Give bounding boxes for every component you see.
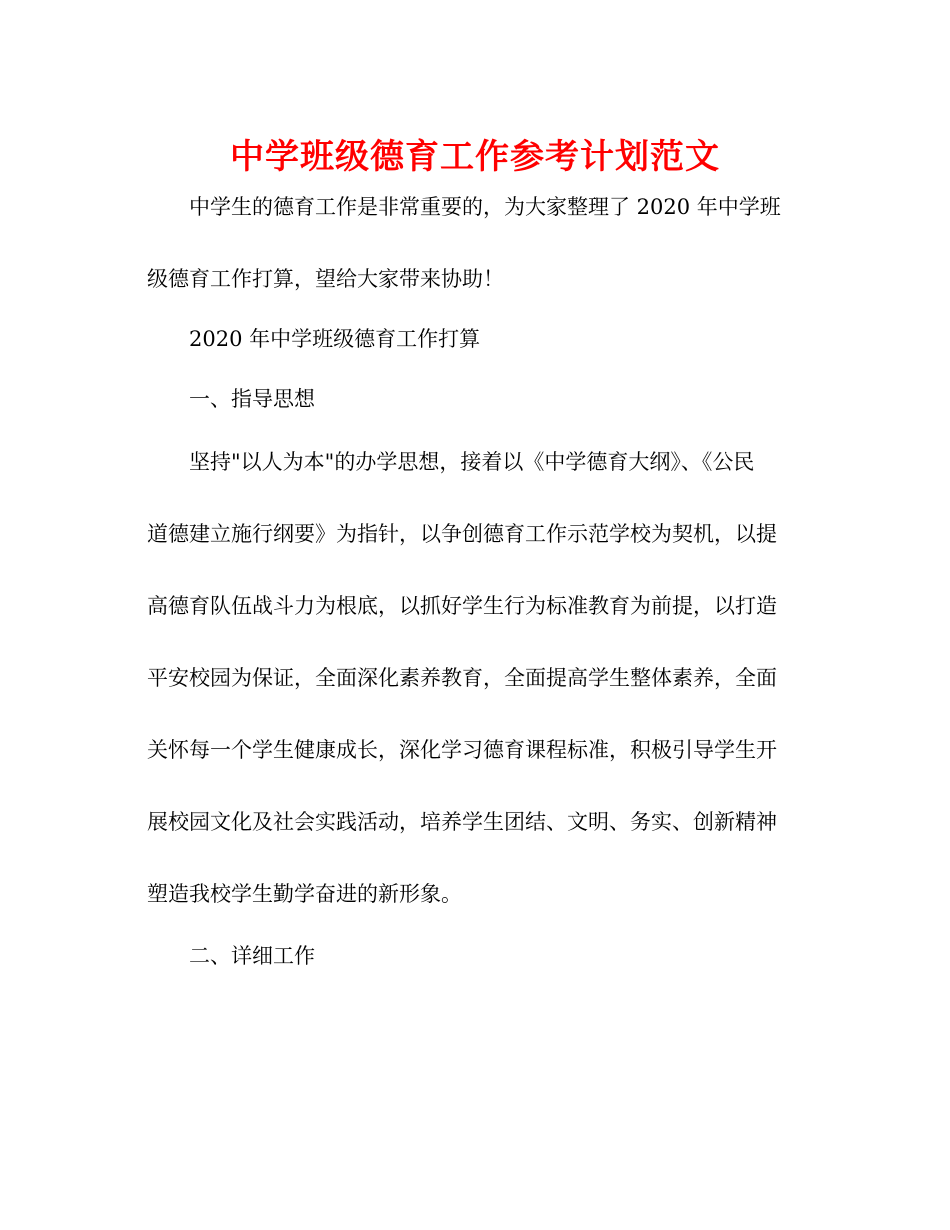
paragraph-line-2: 道德建立施行纲要》为指针，以争创德育工作示范学校为契机，以提 bbox=[147, 522, 777, 546]
paragraph-line-1: 坚持"以人为本"的办学思想，接着以《中学德育大纲》、《公民 bbox=[189, 450, 755, 474]
intro-line-2: 级德育工作打算，望给大家带来协助！ bbox=[147, 267, 504, 291]
paragraph-line-6: 展校园文化及社会实践活动，培养学生团结、文明、务实、创新精神 bbox=[147, 810, 777, 834]
section-heading-1: 一、指导思想 bbox=[189, 387, 315, 411]
paragraph-line-7: 塑造我校学生勤学奋进的新形象。 bbox=[147, 882, 462, 906]
paragraph-line-4: 平安校园为保证，全面深化素养教育，全面提高学生整体素养，全面 bbox=[147, 666, 777, 690]
intro-line-1: 中学生的德育工作是非常重要的，为大家整理了 2020 年中学班 bbox=[189, 195, 781, 219]
paragraph-line-5: 关怀每一个学生健康成长，深化学习德育课程标准，积极引导学生开 bbox=[147, 738, 777, 762]
section-heading-2: 二、详细工作 bbox=[189, 944, 315, 968]
document-title: 中学班级德育工作参考计划范文 bbox=[230, 137, 720, 177]
plan-heading: 2020 年中学班级德育工作打算 bbox=[189, 327, 481, 351]
paragraph-line-3: 高德育队伍战斗力为根底，以抓好学生行为标准教育为前提，以打造 bbox=[147, 594, 777, 618]
